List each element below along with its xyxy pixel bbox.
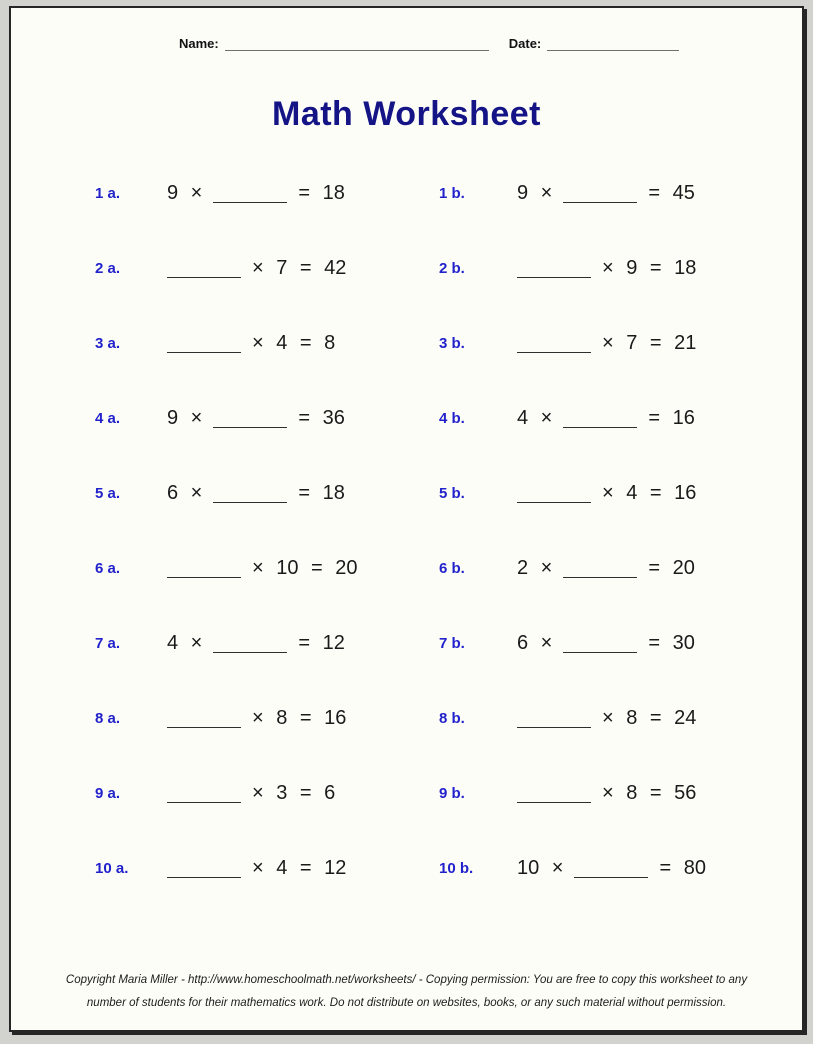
expression-suffix: = 16 (648, 407, 695, 429)
problem-number-label: 6 a. (95, 560, 121, 577)
answer-blank (213, 641, 287, 653)
answer-blank (563, 566, 637, 578)
expression-suffix: = 18 (298, 182, 345, 204)
footer-line-1: Copyright Maria Miller - http://www.homeschoolmath.net/worksheets/ - Copying permission: You are free to copy this worksheet to any (65, 974, 748, 987)
problem-number-label: 10 b. (439, 860, 474, 877)
problem-row (11, 306, 802, 381)
problem-expression (167, 857, 439, 880)
problem-expression (517, 857, 802, 880)
problem-number-label: 1 a. (95, 185, 121, 202)
date-fill-line (547, 37, 679, 51)
problem-row (11, 456, 802, 531)
problem-row (11, 606, 802, 681)
name-fill-line (225, 37, 489, 51)
problem-expression (167, 182, 439, 205)
expression-suffix: = 12 (298, 632, 345, 654)
answer-blank (213, 491, 287, 503)
expression-suffix: × 4 = 8 (252, 332, 336, 354)
copyright-footer (11, 969, 802, 1030)
problem-expression (167, 557, 439, 580)
problem-number-label: 3 b. (439, 335, 465, 352)
date-label: Date: (508, 36, 542, 51)
problem-number-label: 1 b. (439, 185, 465, 202)
expression-suffix: = 36 (298, 407, 345, 429)
expression-prefix: 9 × (167, 407, 203, 429)
answer-blank (563, 416, 637, 428)
problem-expression (517, 257, 802, 280)
answer-blank (167, 566, 241, 578)
problem-number-label: 3 a. (95, 335, 121, 352)
problem-number-label: 4 b. (439, 410, 465, 427)
problem-number-label: 2 a. (95, 260, 121, 277)
answer-blank (213, 416, 287, 428)
problem-expression (167, 257, 439, 280)
expression-suffix: × 4 = 12 (252, 857, 347, 879)
problem-number-label: 8 b. (439, 710, 465, 727)
expression-suffix: = 45 (648, 182, 695, 204)
problem-number-label: 4 a. (95, 410, 121, 427)
expression-suffix: × 10 = 20 (252, 557, 358, 579)
expression-prefix: 2 × (517, 557, 553, 579)
expression-suffix: = 80 (659, 857, 706, 879)
footer-line-2: number of students for their mathematics work. Do not distribute on websites, books, or any such material without permission. (86, 996, 727, 1009)
expression-suffix: × 7 = 21 (602, 332, 697, 354)
expression-suffix: × 8 = 24 (602, 707, 697, 729)
answer-blank (563, 641, 637, 653)
problem-number-label: 7 a. (95, 635, 121, 652)
answer-blank (167, 266, 241, 278)
problem-row (11, 681, 802, 756)
expression-prefix: 10 × (517, 857, 564, 879)
expression-prefix: 4 × (517, 407, 553, 429)
answer-blank (563, 191, 637, 203)
answer-blank (167, 716, 241, 728)
expression-prefix: 4 × (167, 632, 203, 654)
problem-expression (517, 632, 802, 655)
problem-row (11, 156, 802, 231)
name-date-header (11, 36, 802, 51)
expression-suffix: × 4 = 16 (602, 482, 697, 504)
answer-blank (517, 266, 591, 278)
problem-expression (167, 407, 439, 430)
expression-prefix: 6 × (167, 482, 203, 504)
name-label: Name: (179, 36, 219, 51)
problem-row (11, 531, 802, 606)
problem-row (11, 831, 802, 906)
problem-expression (167, 332, 439, 355)
problem-expression (517, 182, 802, 205)
problem-expression (517, 707, 802, 730)
expression-prefix: 6 × (517, 632, 553, 654)
expression-suffix: × 8 = 56 (602, 782, 697, 804)
problem-expression (517, 482, 802, 505)
answer-blank (167, 866, 241, 878)
problem-number-label: 9 a. (95, 785, 121, 802)
problems-grid (11, 156, 802, 906)
page-title: Math Worksheet (272, 95, 541, 133)
answer-blank (517, 491, 591, 503)
problem-expression (167, 632, 439, 655)
expression-prefix: 9 × (167, 182, 203, 204)
expression-suffix: × 8 = 16 (252, 707, 347, 729)
problem-expression (167, 707, 439, 730)
answer-blank (167, 791, 241, 803)
problem-expression (517, 782, 802, 805)
problem-expression (517, 407, 802, 430)
worksheet-page (9, 6, 804, 1032)
problem-row (11, 756, 802, 831)
problem-number-label: 5 b. (439, 485, 465, 502)
problem-expression (517, 332, 802, 355)
answer-blank (517, 716, 591, 728)
problem-number-label: 5 a. (95, 485, 121, 502)
answer-blank (574, 866, 648, 878)
expression-prefix: 9 × (517, 182, 553, 204)
expression-suffix: = 20 (648, 557, 695, 579)
problem-number-label: 7 b. (439, 635, 465, 652)
problem-number-label: 9 b. (439, 785, 465, 802)
problem-row (11, 381, 802, 456)
problem-expression (517, 557, 802, 580)
expression-suffix: = 18 (298, 482, 345, 504)
problem-expression (167, 482, 439, 505)
problem-row (11, 231, 802, 306)
answer-blank (213, 191, 287, 203)
expression-suffix: × 7 = 42 (252, 257, 347, 279)
expression-suffix: × 3 = 6 (252, 782, 336, 804)
answer-blank (167, 341, 241, 353)
expression-suffix: × 9 = 18 (602, 257, 697, 279)
problem-number-label: 6 b. (439, 560, 465, 577)
problem-number-label: 10 a. (95, 860, 129, 877)
expression-suffix: = 30 (648, 632, 695, 654)
problem-number-label: 2 b. (439, 260, 465, 277)
problem-expression (167, 782, 439, 805)
answer-blank (517, 341, 591, 353)
problem-number-label: 8 a. (95, 710, 121, 727)
answer-blank (517, 791, 591, 803)
